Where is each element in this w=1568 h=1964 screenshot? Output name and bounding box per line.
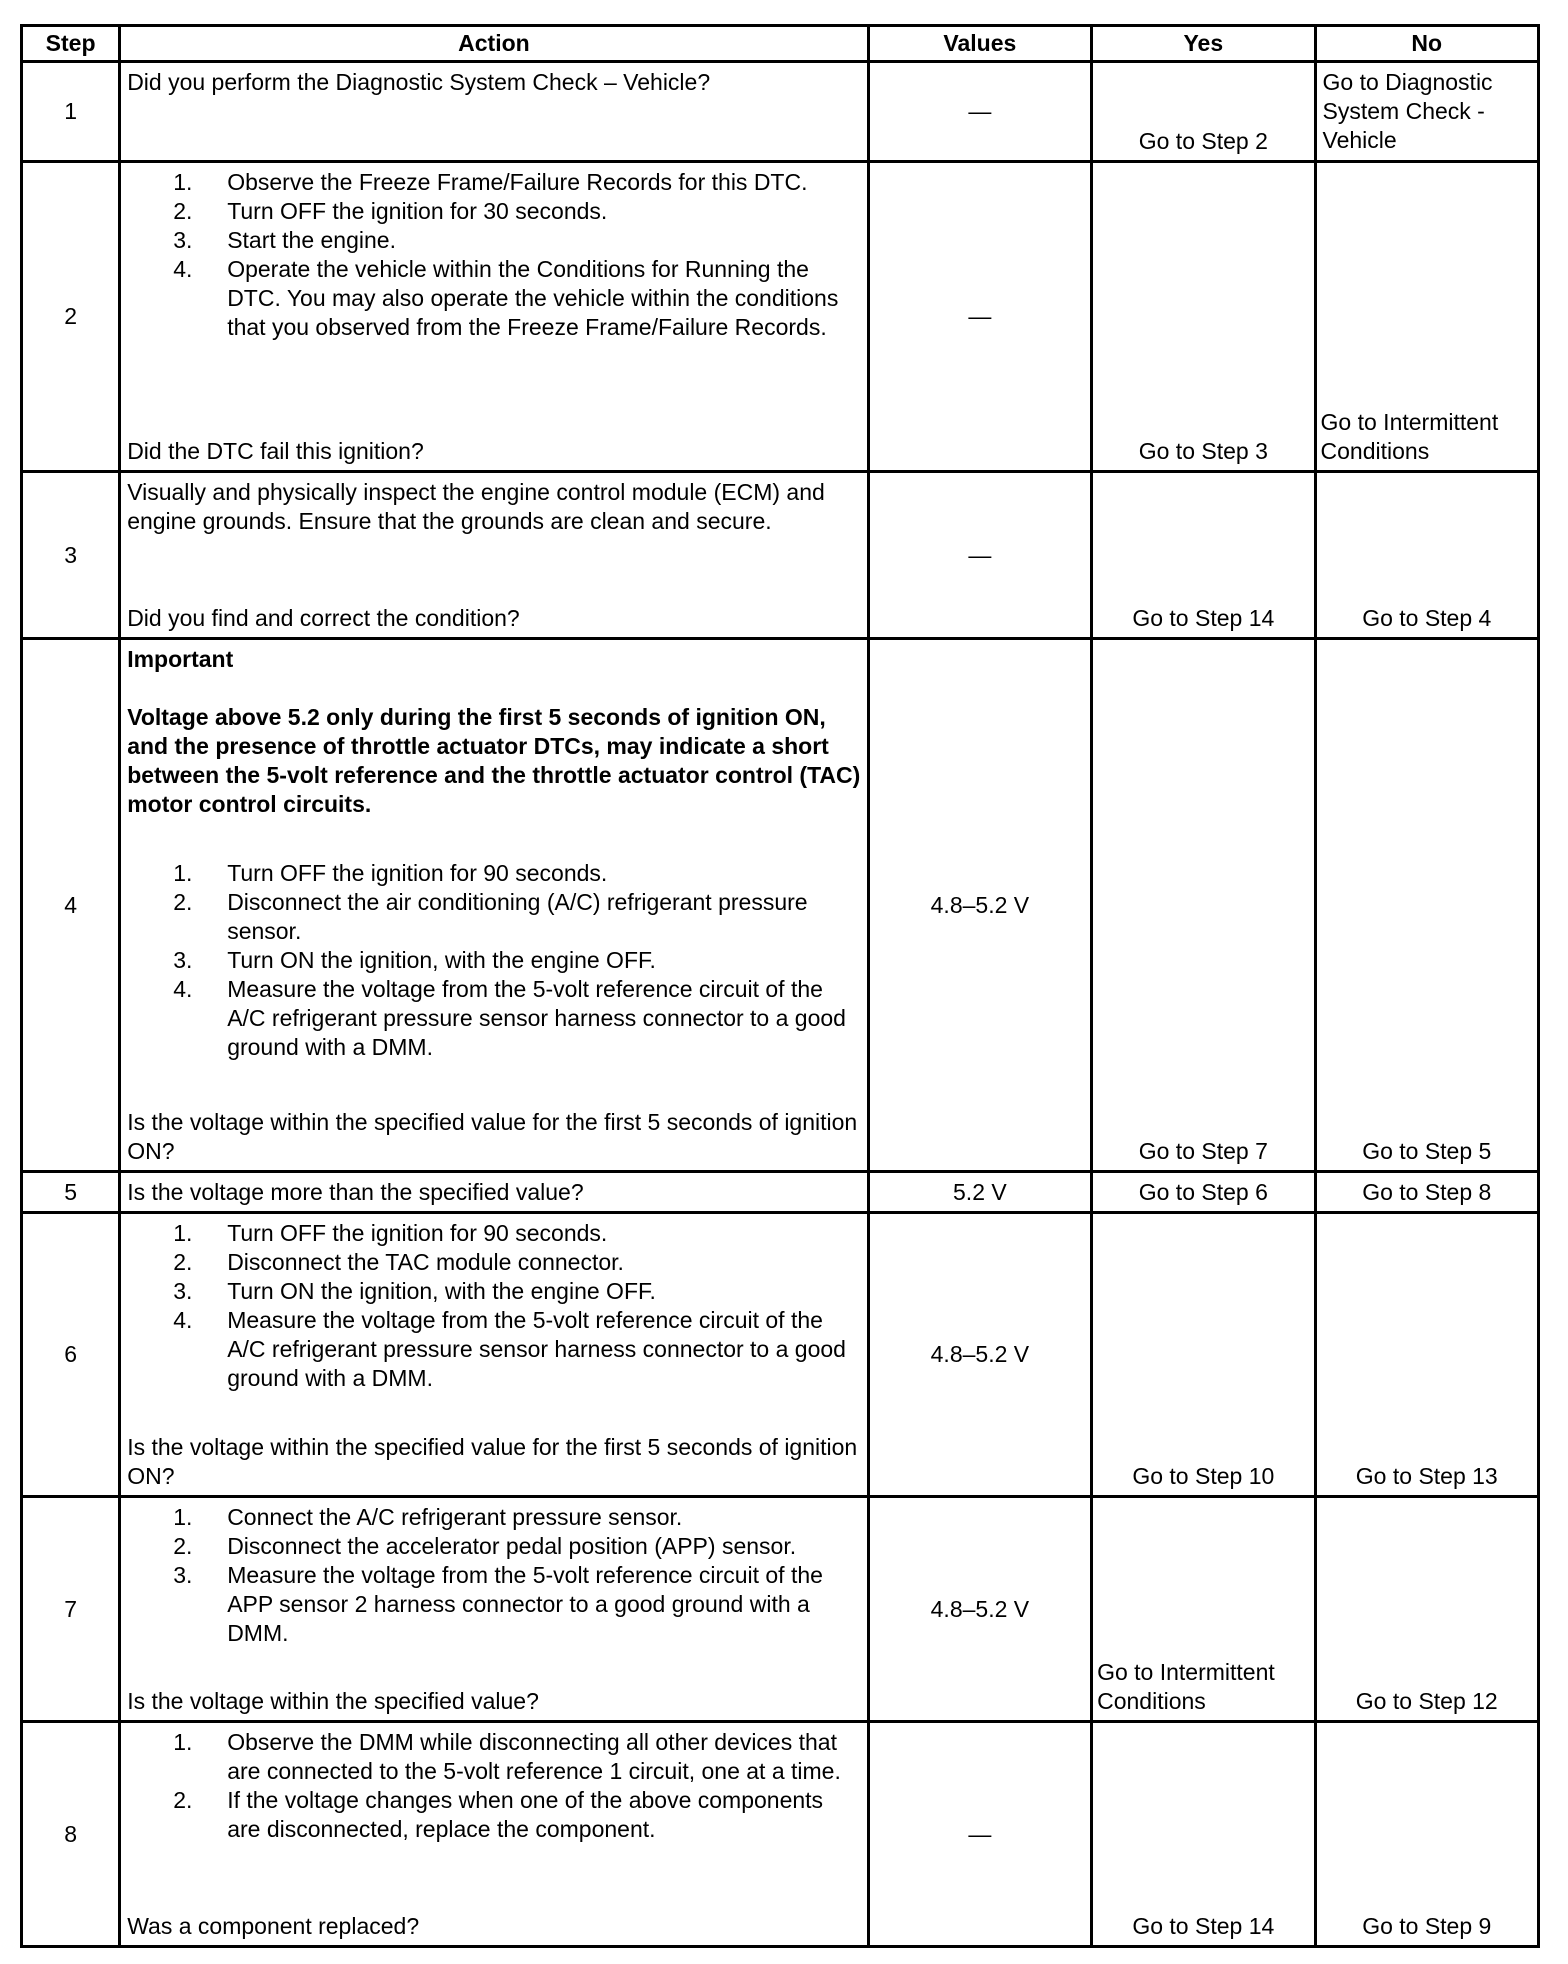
- action-text: Visually and physically inspect the engine control module (ECM) and engine grounds. Ensure that the grounds are clean and secure.: [127, 479, 825, 534]
- value-cell: —: [868, 1722, 1091, 1947]
- header-yes: Yes: [1092, 26, 1315, 62]
- important-note: Voltage above 5.2 only during the first 5 seconds of ignition ON, and the presence of throttle actuator DTCs, may indicate a short between the 5-volt reference and the throttle actuator control (TAC) motor control circuits.: [127, 704, 861, 817]
- action-step-item: Operate the vehicle within the Conditions for Running the DTC. You may also operate the vehicle within the conditions that you observed from the Freeze Frame/Failure Records.: [227, 256, 839, 340]
- action-step-item: Turn OFF the ignition for 90 seconds.: [227, 1220, 608, 1246]
- action-step-item: Turn ON the ignition, with the engine OFF.: [227, 1278, 656, 1304]
- no-cell: Go to Intermittent Conditions: [1315, 162, 1538, 472]
- table-row: [22, 1722, 1539, 1947]
- action-steps: [127, 1728, 860, 1844]
- value-cell: —: [868, 162, 1091, 472]
- no-cell: Go to Step 9: [1315, 1722, 1538, 1947]
- action-step-item: Start the engine.: [227, 227, 396, 253]
- action-cell: [120, 62, 868, 162]
- header-row: [22, 26, 1539, 62]
- no-cell: Go to Diagnostic System Check - Vehicle: [1315, 62, 1538, 162]
- action-step-item: Connect the A/C refrigerant pressure sensor.: [227, 1504, 683, 1530]
- table-row: [22, 1213, 1539, 1497]
- step-number: 4: [22, 639, 120, 1172]
- no-cell: Go to Step 5: [1315, 639, 1538, 1172]
- action-question: Is the voltage within the specified value for the first 5 seconds of ignition ON?: [127, 1434, 858, 1489]
- action-question: Did the DTC fail this ignition?: [127, 438, 424, 464]
- action-cell: [120, 162, 868, 472]
- step-number: 2: [22, 162, 120, 472]
- action-cell: [120, 639, 868, 1172]
- action-step-item: Observe the Freeze Frame/Failure Records for this DTC.: [227, 169, 808, 195]
- table-row: [22, 1497, 1539, 1722]
- step-number: 6: [22, 1213, 120, 1497]
- yes-cell: Go to Intermittent Conditions: [1092, 1497, 1315, 1722]
- value-cell: 4.8–5.2 V: [868, 639, 1091, 1172]
- step-number: 5: [22, 1172, 120, 1213]
- action-step-item: Disconnect the accelerator pedal position (APP) sensor.: [227, 1533, 797, 1559]
- step-number: 7: [22, 1497, 120, 1722]
- diagnostic-table: [20, 24, 1540, 1948]
- action-steps: [127, 168, 860, 342]
- value-cell: —: [868, 62, 1091, 162]
- action-step-item: Turn OFF the ignition for 30 seconds.: [227, 198, 608, 224]
- action-question: Is the voltage within the specified value for the first 5 seconds of ignition ON?: [127, 1109, 858, 1164]
- action-step-item: Turn OFF the ignition for 90 seconds.: [227, 860, 608, 886]
- value-cell: 5.2 V: [868, 1172, 1091, 1213]
- yes-cell: Go to Step 3: [1092, 162, 1315, 472]
- step-number: 8: [22, 1722, 120, 1947]
- header-action: Action: [120, 26, 868, 62]
- action-step-item: Observe the DMM while disconnecting all other devices that are connected to the 5-volt reference 1 circuit, one at a time.: [227, 1729, 841, 1784]
- table-row: [22, 639, 1539, 1172]
- header-no: No: [1315, 26, 1538, 62]
- action-question: Did you perform the Diagnostic System Check – Vehicle?: [127, 69, 711, 95]
- action-cell: [120, 1722, 868, 1947]
- yes-cell: Go to Step 14: [1092, 472, 1315, 639]
- action-step-item: Measure the voltage from the 5-volt reference circuit of the APP sensor 2 harness connector to a good ground with a DMM.: [227, 1562, 823, 1646]
- action-step-item: If the voltage changes when one of the above components are disconnected, replace the component.: [227, 1787, 824, 1842]
- no-cell: Go to Step 12: [1315, 1497, 1538, 1722]
- action-steps: [127, 1503, 860, 1648]
- action-question: Is the voltage more than the specified value?: [127, 1178, 584, 1205]
- yes-cell: Go to Step 7: [1092, 639, 1315, 1172]
- table-row: [22, 162, 1539, 472]
- action-step-item: Measure the voltage from the 5-volt reference circuit of the A/C refrigerant pressure sensor harness connector to a good ground with a DMM.: [227, 1307, 846, 1391]
- no-cell: Go to Step 13: [1315, 1213, 1538, 1497]
- no-cell: Go to Step 8: [1315, 1172, 1538, 1213]
- step-number: 3: [22, 472, 120, 639]
- step-number: 1: [22, 62, 120, 162]
- yes-cell: Go to Step 14: [1092, 1722, 1315, 1947]
- header-values: Values: [868, 26, 1091, 62]
- important-label: Important: [127, 646, 234, 672]
- action-question: Is the voltage within the specified value?: [127, 1688, 539, 1714]
- value-cell: 4.8–5.2 V: [868, 1213, 1091, 1497]
- header-step: Step: [22, 26, 120, 62]
- action-cell: [120, 1213, 868, 1497]
- action-question: Was a component replaced?: [127, 1913, 420, 1939]
- table-row: [22, 1172, 1539, 1213]
- action-cell: [120, 472, 868, 639]
- action-steps: [127, 859, 860, 1062]
- yes-cell: Go to Step 6: [1092, 1172, 1315, 1213]
- table-row: [22, 62, 1539, 162]
- yes-cell: Go to Step 10: [1092, 1213, 1315, 1497]
- value-cell: 4.8–5.2 V: [868, 1497, 1091, 1722]
- action-step-item: Measure the voltage from the 5-volt reference circuit of the A/C refrigerant pressure sensor harness connector to a good ground with a DMM.: [227, 976, 846, 1060]
- action-step-item: Disconnect the air conditioning (A/C) refrigerant pressure sensor.: [227, 889, 808, 944]
- value-cell: —: [868, 472, 1091, 639]
- no-cell: Go to Step 4: [1315, 472, 1538, 639]
- action-step-item: Turn ON the ignition, with the engine OFF.: [227, 947, 656, 973]
- action-cell: [120, 1497, 868, 1722]
- action-cell: [120, 1172, 868, 1213]
- action-question: Did you find and correct the condition?: [127, 605, 520, 631]
- yes-cell: Go to Step 2: [1092, 62, 1315, 162]
- action-step-item: Disconnect the TAC module connector.: [227, 1249, 624, 1275]
- action-steps: [127, 1219, 860, 1393]
- table-row: [22, 472, 1539, 639]
